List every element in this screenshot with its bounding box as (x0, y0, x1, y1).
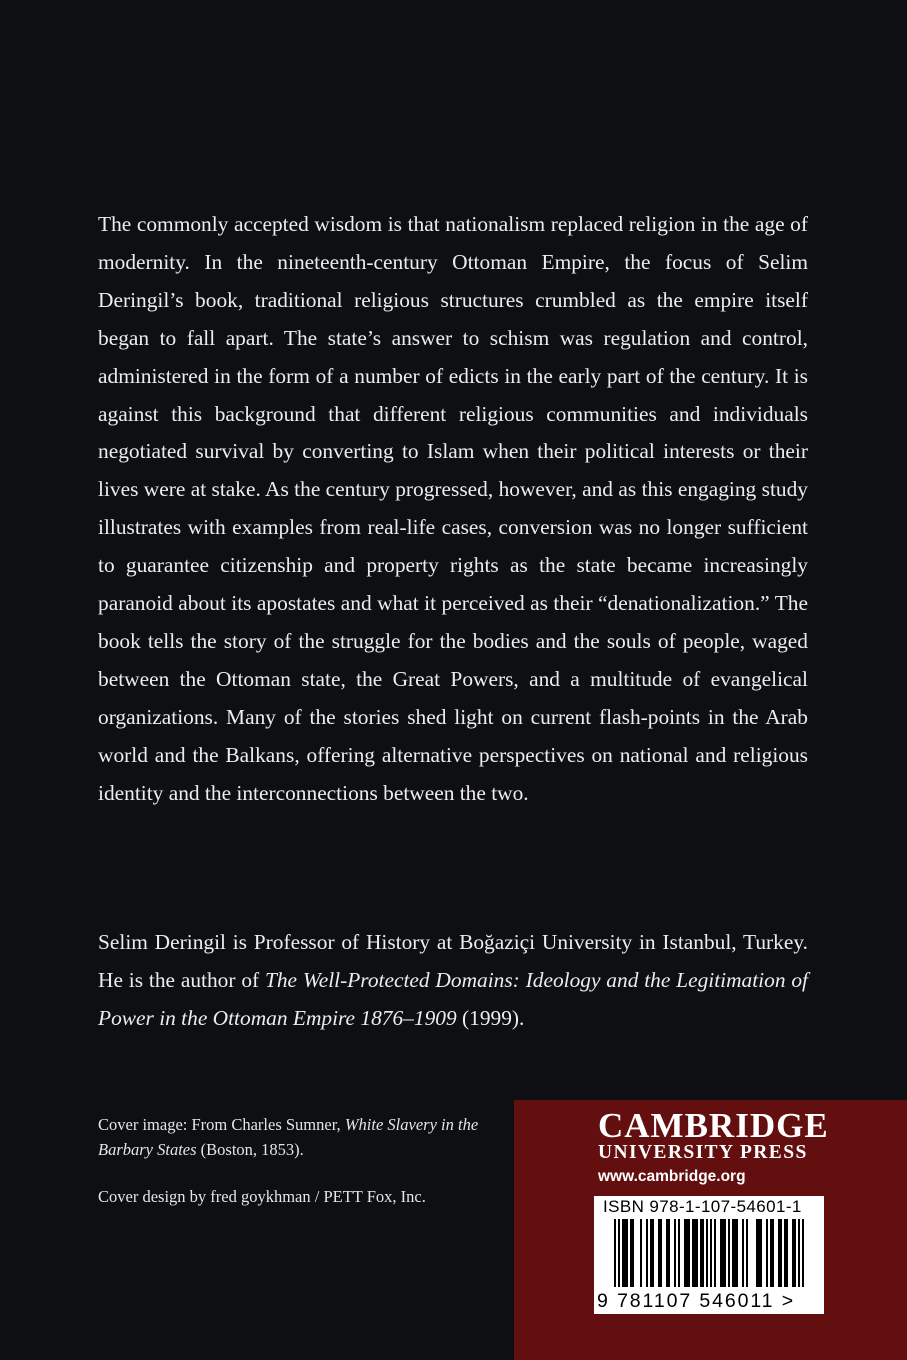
barcode-bar (674, 1219, 676, 1287)
barcode-bar (650, 1219, 654, 1287)
author-bio (98, 924, 808, 1038)
barcode-bar (732, 1219, 738, 1287)
barcode-bar (640, 1219, 642, 1287)
barcode-bar (678, 1219, 680, 1287)
barcode-bar (742, 1219, 744, 1287)
barcode-bar (798, 1219, 800, 1287)
cover-design-credit: Cover design by fred goykhman / PETT Fox, Inc. (98, 1187, 426, 1206)
cover-image-title: White Slavery in the Barbary States (98, 1115, 479, 1159)
barcode-bar (618, 1219, 620, 1287)
barcode-bar (646, 1219, 648, 1287)
barcode-bar (684, 1219, 690, 1287)
barcode-bar (614, 1219, 616, 1287)
credits (98, 1112, 498, 1209)
author-bio-year: (1999). (456, 1005, 525, 1030)
publisher-panel (514, 1100, 907, 1360)
publisher-logo (598, 1106, 829, 1146)
author-book-title: The Well-Protected Domains: Ideology and the Legitimation of Power in the Ottoman Empire 1876–1909 (98, 967, 808, 1030)
cover-image-prefix: Cover image: From Charles Sumner, (98, 1115, 345, 1134)
ean-digits: 9 781107 546011 > (597, 1290, 796, 1312)
barcode-bar (714, 1219, 716, 1287)
barcode-bar (792, 1219, 796, 1287)
barcode-bar (802, 1219, 804, 1287)
publisher-name: CAMBRIDGE (598, 1106, 829, 1145)
publisher-url: www.cambridge.org (598, 1168, 746, 1185)
barcode-bar (658, 1219, 662, 1287)
isbn-label: ISBN 978-1-107-54601-1 (603, 1197, 802, 1216)
barcode-bar (720, 1219, 726, 1287)
description-text: The commonly accepted wisdom is that nationalism replaced religion in the age of modernity. In the nineteenth-century Ottoman Empire, the focus of Selim Deringil’s book, traditional religious structures crumbled as the empire itself began to fall apart. The state’s answer to schism was regulation and control, administered in the form of a number of edicts in the early part of the century. It is against this background that different religious communities and individuals negotiated survival by converting to Islam when their political interests or their lives were at stake. As the century progressed, however, and as this engaging study illustrates with examples from real-life cases, conversion was no longer sufficient to guarantee citizenship and property rights as the state became increasingly paranoid about its apostates and what it perceived as their “denationalization.” The book tells the story of the struggle for the bodies and the souls of people, waged between the Ottoman state, the Great Powers, and a multitude of evangelical organizations. Many of the stories shed light on current flash-points in the Arab world and the Balkans, offering alternative perspectives on national and religious identity and the interconnections between the two. (98, 212, 808, 805)
barcode-bar (756, 1219, 762, 1287)
barcode-bar (692, 1219, 698, 1287)
barcode-bar (728, 1219, 730, 1287)
author-bio-text: Selim Deringil is Professor of History at Boğaziçi University in Istanbul, Turkey. He is the author of (98, 930, 808, 992)
barcode-bars (598, 1219, 806, 1291)
barcode-bar (778, 1219, 782, 1287)
cover-image-credit (98, 1112, 498, 1162)
barcode-bar (766, 1219, 768, 1287)
barcode-bar (770, 1219, 774, 1287)
barcode-bar (630, 1219, 634, 1287)
barcode-bar (700, 1219, 704, 1287)
cover-image-suffix: (Boston, 1853). (196, 1140, 304, 1159)
isbn-barcode (594, 1196, 824, 1314)
barcode-bar (784, 1219, 788, 1287)
barcode-bar (622, 1219, 628, 1287)
barcode-bar (706, 1219, 708, 1287)
barcode-bar (746, 1219, 748, 1287)
publisher-press-label: UNIVERSITY PRESS (598, 1142, 808, 1163)
barcode-bar (710, 1219, 712, 1287)
barcode-bar (666, 1219, 670, 1287)
